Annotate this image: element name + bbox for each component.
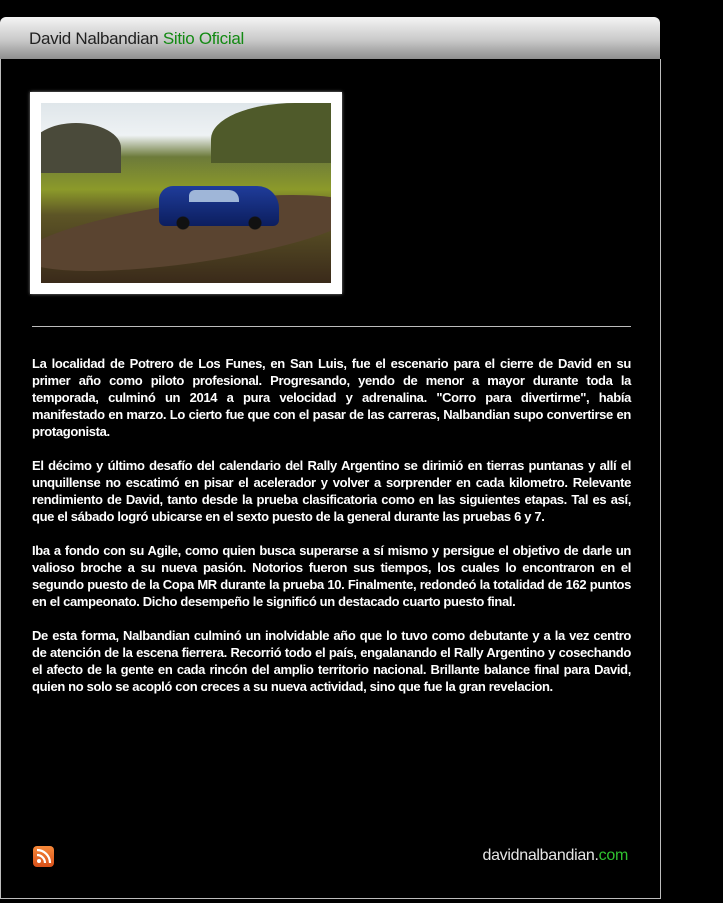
- rally-car: [159, 186, 279, 226]
- article-paragraph: De esta forma, Nalbandian culminó un inolvidable año que lo tuvo como debutante y a la vez centro de atención de la escena fierrera. Recorrió todo el país, engalanando el Rally Argentino y cosechando el afecto de la gente en cada rincón del amplio territorio nacional. Brillante balance final para David, quien no solo se acopló con creces a su nueva actividad, sino que fue la gran revelacion.: [32, 628, 631, 694]
- article-paragraph: Iba a fondo con su Agile, como quien busca superarse a sí mismo y persigue el objetivo de darle un valioso broche a su nueva pasión. Notorios fueron sus tiempos, los cuales lo encontraron en el segundo puesto de la Copa MR durante la prueba 10. Finalmente, redondeó la totalidad de 162 puntos en el campeonato. Dicho desempeño le significó un destacado cuarto puesto final.: [32, 543, 631, 609]
- rss-icon[interactable]: [33, 846, 54, 867]
- site-title[interactable]: [29, 29, 244, 49]
- site-header: [0, 17, 660, 59]
- site-name: davidnalbandian.: [482, 847, 599, 864]
- site-link[interactable]: [482, 847, 628, 865]
- site-tld: com: [598, 847, 628, 864]
- article-paragraph: La localidad de Potrero de Los Funes, en San Luis, fue el escenario para el cierre de David en su primer año como piloto profesional. Progresando, yendo de menor a mayor durante toda la temporada, culminó un 2014 a pura velocidad y adrenalina. "Corro para divertirme", había manifestado en marzo. Lo cierto fue que con el pasar de las carreras, Nalbandian supo convertirse en protagonista.: [32, 356, 631, 439]
- content-panel: [0, 59, 661, 899]
- article-body: [32, 355, 631, 712]
- article-paragraph: El décimo y último desafío del calendario del Rally Argentino se dirimió en tierras puntanas y allí el unquillense no escatimó en pisar el acelerador y volver a sorprender en cada kilometro. Relevante rendimiento de David, tanto desde la prueba clasificatoria como en las siguientes etapas. Tal es así, que el sábado logró ubicarse en el sexto puesto de la general durante las pruebas 6 y 7.: [32, 458, 631, 524]
- site-title-main: David Nalbandian: [29, 29, 159, 48]
- divider: [32, 326, 631, 327]
- site-title-accent: Sitio Oficial: [162, 29, 244, 48]
- rally-car-photo: [41, 103, 331, 283]
- article-image-frame: [30, 92, 342, 294]
